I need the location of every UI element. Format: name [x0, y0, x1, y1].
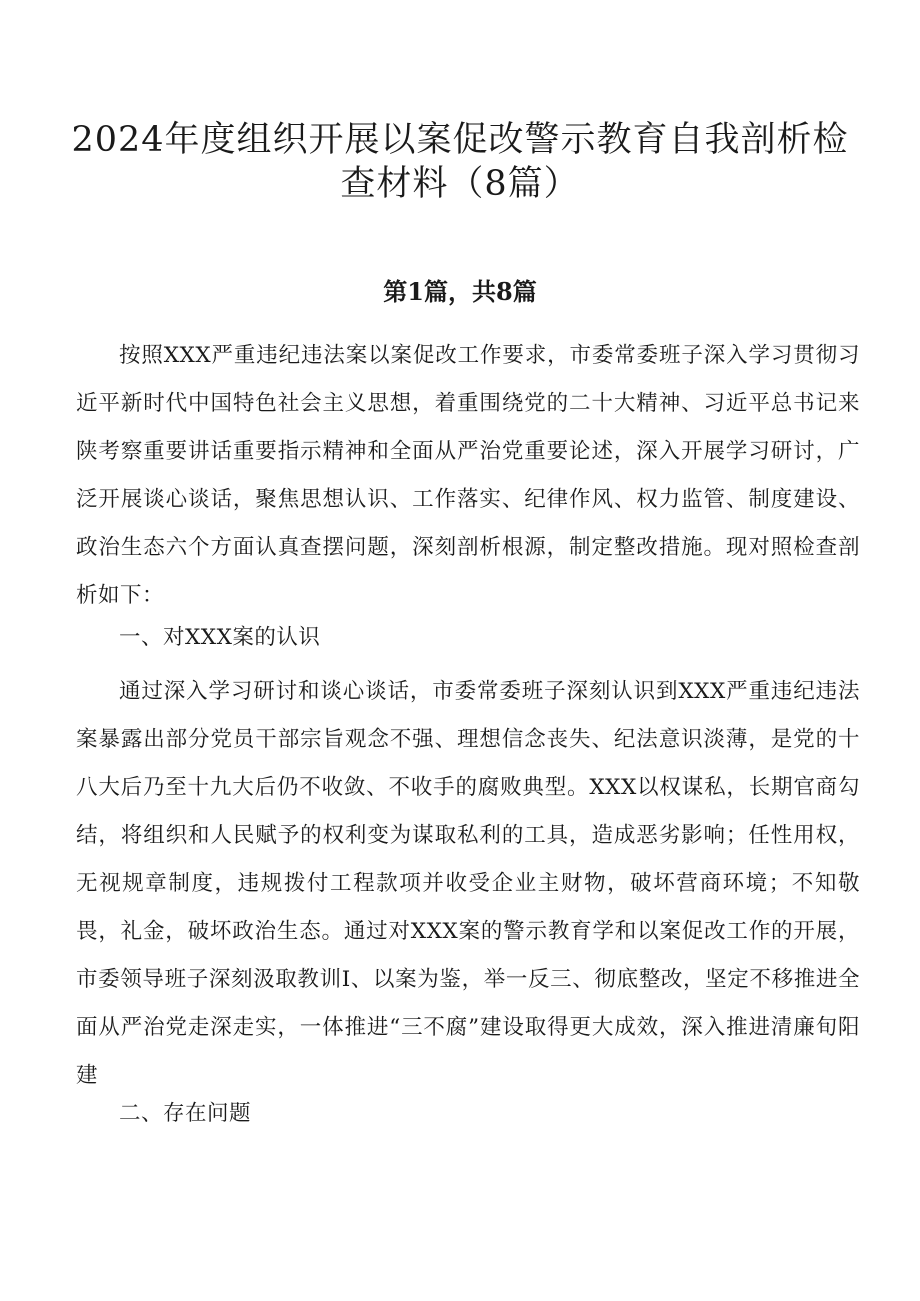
paragraph-intro: 按照XXX严重违纪违法案以案促改工作要求，市委常委班子深入学习贯彻习近平新时代中国特色社会主义思想，着重围绕党的二十大精神、习近平总书记来陕考察重要讲话重要指示精神和全面从严治党重要论述，深入开展学习研讨，广泛开展谈心谈话，聚焦思想认识、工作落实、纪律作风、权力监管、制度建设、政治生态六个方面认真查摆问题，深刻剖析根源，制定整改措施。现对照检查剖析如下： [76, 343, 860, 608]
document-subtitle: 第1篇，共8篇 [383, 277, 537, 306]
document-title: 2024年度组织开展以案促改警示教育自我剖析检查材料（8篇） [71, 120, 849, 204]
paragraph-understanding: 通过深入学习研讨和谈心谈话，市委常委班子深刻认识到XXX严重违纪违法案暴露出部分党员干部宗旨观念不强、理想信念丧失、纪法意识淡薄，是党的十八大后乃至十九大后仍不收敛、不收手的腐败典型。XXX以权谋私，长期官商勾结，将组织和人民赋予的权利变为谋取私利的工具，造成恶劣影响；任性用权，无视规章制度，违规拨付工程款项并收受企业主财物，破坏营商环境；不知敬畏，礼金，破坏政治生态。通过对XXX案的警示教育学和以案促改工作的开展，市委领导班子深刻汲取教训I、以案为鉴，举一反三、彻底整改，坚定不移推进全面从严治党走深走实，一体推进“三不腐”建设取得更大成效，深入推进清廉旬阳建 [76, 679, 860, 1088]
section-heading-1: 一、对XXX案的认识 [119, 625, 321, 650]
section-heading-2: 二、存在问题 [119, 1101, 252, 1126]
